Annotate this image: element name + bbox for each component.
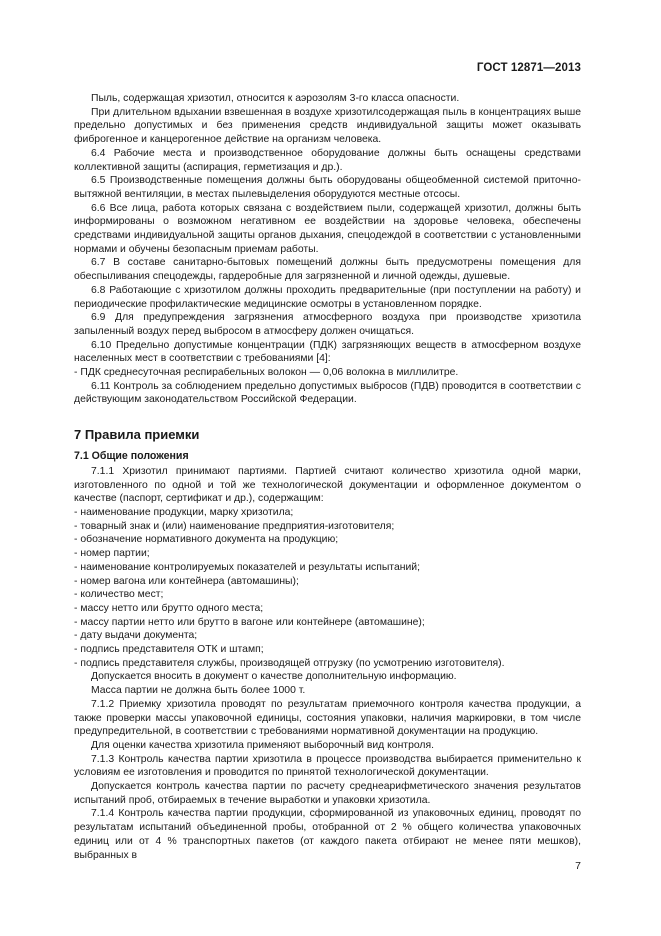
paragraph: 6.5 Производственные помещения должны быть оборудованы общеобменной системой приточно-вытяжной вентиляции, в местах пылевыделения оборудуются местные отсосы. [74, 175, 581, 200]
list-item: - массу партии нетто или брутто в вагоне или контейнере (автомашине); [74, 616, 425, 628]
paragraph: 7.1.2 Приемку хризотила проводят по результатам приемочного контроля качества продукции, а также проверки массы упаковочной единицы, состояния упаковки, наличия маркировки, в том числе предупредительной, в соответствии с требованиями нормативной документации на продукцию. [74, 698, 581, 738]
list-item: - номер вагона или контейнера (автомашины); [74, 575, 299, 587]
document-id-header: ГОСТ 12871—2013 [476, 62, 581, 74]
paragraph: 6.9 Для предупреждения загрязнения атмосферного воздуха при производстве хризотила запыленный воздух перед выбросом в атмосферу должен очищаться. [74, 312, 581, 337]
list-item: - массу нетто или брутто одного места; [74, 602, 264, 614]
paragraph: 6.10 Предельно допустимые концентрации (ПДК) загрязняющих веществ в атмосферном воздухе населенных мест в соответствии с требованиями [4]: [74, 339, 581, 365]
subsection-title: 7.1 Общие положения [74, 450, 189, 463]
paragraph: 7.1.3 Контроль качества партии хризотила в процессе производства выбирается применительно к условиям ее изготовления и проводится по принятой технологической документации. [74, 753, 581, 779]
paragraph: Для оценки качества хризотила применяют выборочный вид контроля. [91, 739, 434, 751]
paragraph: Масса партии не должна быть более 1000 т. [91, 685, 306, 697]
page-number: 7 [575, 860, 581, 872]
paragraph: 6.8 Работающие с хризотилом должны проходить предварительные (при поступлении на работу) и периодические профилактические медицинские осмотры в установленном порядке. [74, 284, 581, 310]
list-item: - подпись представителя службы, производящей отгрузку (по усмотрению изготовителя). [74, 657, 505, 669]
section-title: 7 Правила приемки [74, 427, 200, 443]
paragraph: 6.11 Контроль за соблюдением предельно допустимых выбросов (ПДВ) проводится в соответствии с действующим законодательством Российской Федерации. [74, 380, 581, 406]
page-body [74, 92, 581, 862]
list-item: - наименование контролируемых показателей и результаты испытаний; [74, 561, 420, 573]
list-item: - ПДК среднесуточная респирабельных волокон — 0,06 волокна в миллилитре. [74, 367, 459, 379]
paragraph: 6.7 В составе санитарно-бытовых помещений должны быть предусмотрены помещения для обеспыливания спецодежды, гардеробные для загрязненной и личной одежды, душевые. [74, 257, 581, 283]
list-item: - количество мест; [74, 589, 164, 601]
paragraph: 7.1.1 Хризотил принимают партиями. Партией считают количество хризотила одной марки, изготовленного по одной и той же технологической документации и оформленное документом о качестве (паспорт, сертификат и др.), содержащим: [74, 465, 581, 505]
paragraph: Допускается контроль качества партии по расчету среднеарифметического значения результатов испытаний проб, отбираемых в течение выработки и упаковки хризотила. [74, 781, 581, 806]
list-item: - подпись представителя ОТК и штамп; [74, 644, 264, 656]
list-item: - дату выдачи документа; [74, 630, 198, 642]
paragraph: 7.1.4 Контроль качества партии продукции, сформированной из упаковочных единиц, проводят по результатам испытаний объединенной пробы, отобранной от 2 % общего количества упаковочных единиц или от 4 % транспортных пакетов (от каждого пакета отбирают не менее пяти мешков), выбранных в [74, 808, 581, 861]
list-item: - наименование продукции, марку хризотила; [74, 506, 294, 518]
paragraph: 6.4 Рабочие места и производственное оборудование должны быть оснащены средствами коллективной защиты (аспирация, герметизация и др.). [74, 147, 581, 173]
list-item: - товарный знак и (или) наименование предприятия-изготовителя; [74, 520, 395, 532]
safety-requirements-block [74, 92, 581, 407]
paragraph: При длительном вдыхании взвешенная в воздухе хризотилсодержащая пыль в концентрациях выше предельно допустимых и без применения средств индивидуальной защиты может оказывать фиброгенное и канцерогенное действие на организм человека. [74, 106, 581, 146]
list-item: - обозначение нормативного документа на продукцию; [74, 534, 339, 546]
paragraph: Допускается вносить в документ о качестве дополнительную информацию. [91, 671, 457, 683]
list-item: - номер партии; [74, 548, 150, 560]
paragraph: 6.6 Все лица, работа которых связана с воздействием пыли, содержащей хризотил, должны быть информированы о возможном негативном ее воздействии на здоровье человека, обеспечены средствами индивидуальной защиты органов дыхания, спецодеждой в соответствии с установленными нормами и обучены безопасным приемам работы. [74, 202, 581, 255]
acceptance-rules-block [74, 465, 581, 862]
paragraph: Пыль, содержащая хризотил, относится к аэрозолям 3-го класса опасности. [91, 93, 460, 104]
